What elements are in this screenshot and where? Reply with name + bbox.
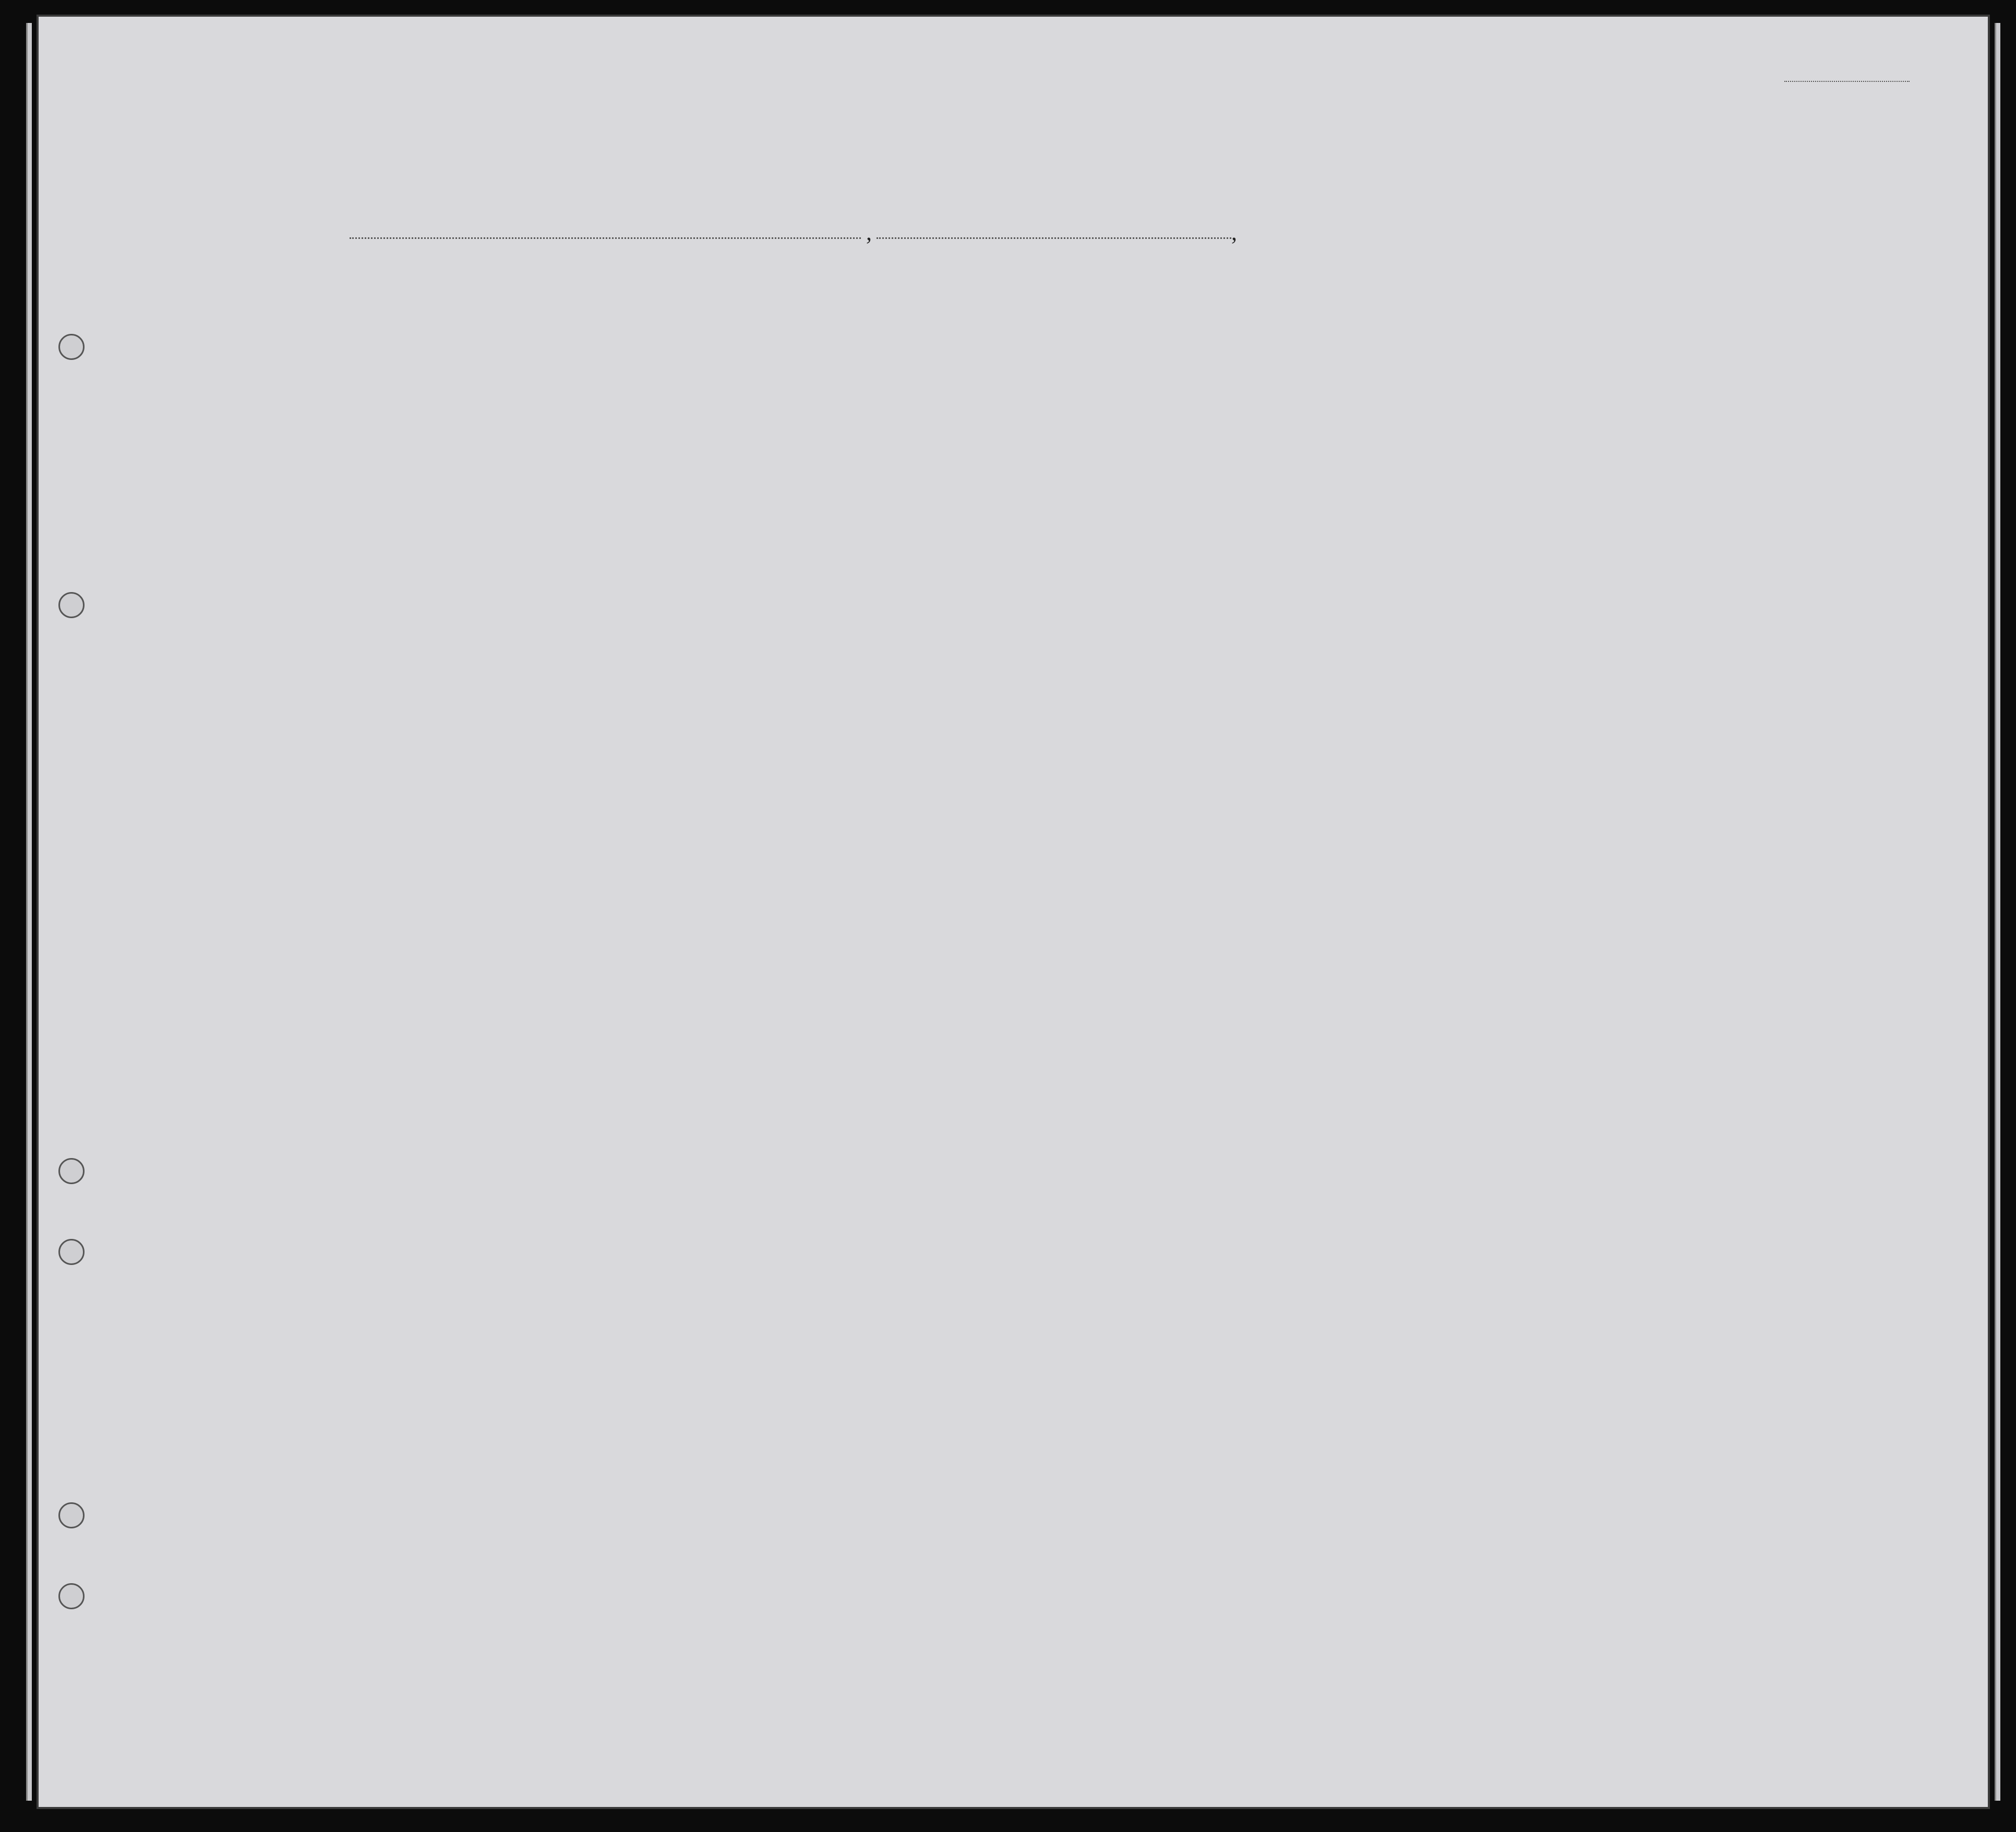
binder-hole	[58, 592, 85, 618]
header-purpose-return	[1137, 313, 1179, 428]
header-anarchist	[1349, 300, 1372, 428]
binder-hole	[58, 1158, 85, 1184]
header-inches	[1665, 383, 1686, 430]
binder-hole	[58, 334, 85, 360]
header-ticket	[579, 300, 605, 428]
comma: ,	[1231, 220, 1237, 245]
header-purpose-length	[1182, 313, 1250, 428]
header-prison	[1290, 300, 1320, 428]
header-money	[707, 300, 730, 428]
header-deported	[1482, 300, 1521, 428]
header-overthrow	[1375, 300, 1437, 428]
header-purpose-citizen	[1252, 313, 1289, 428]
comma: ,	[866, 220, 872, 245]
binder-hole	[58, 1583, 85, 1609]
binder-hole	[58, 1502, 85, 1528]
header-labor-offer	[1440, 300, 1479, 428]
binder-hole	[58, 1239, 85, 1265]
header-polygamist	[1323, 300, 1346, 428]
